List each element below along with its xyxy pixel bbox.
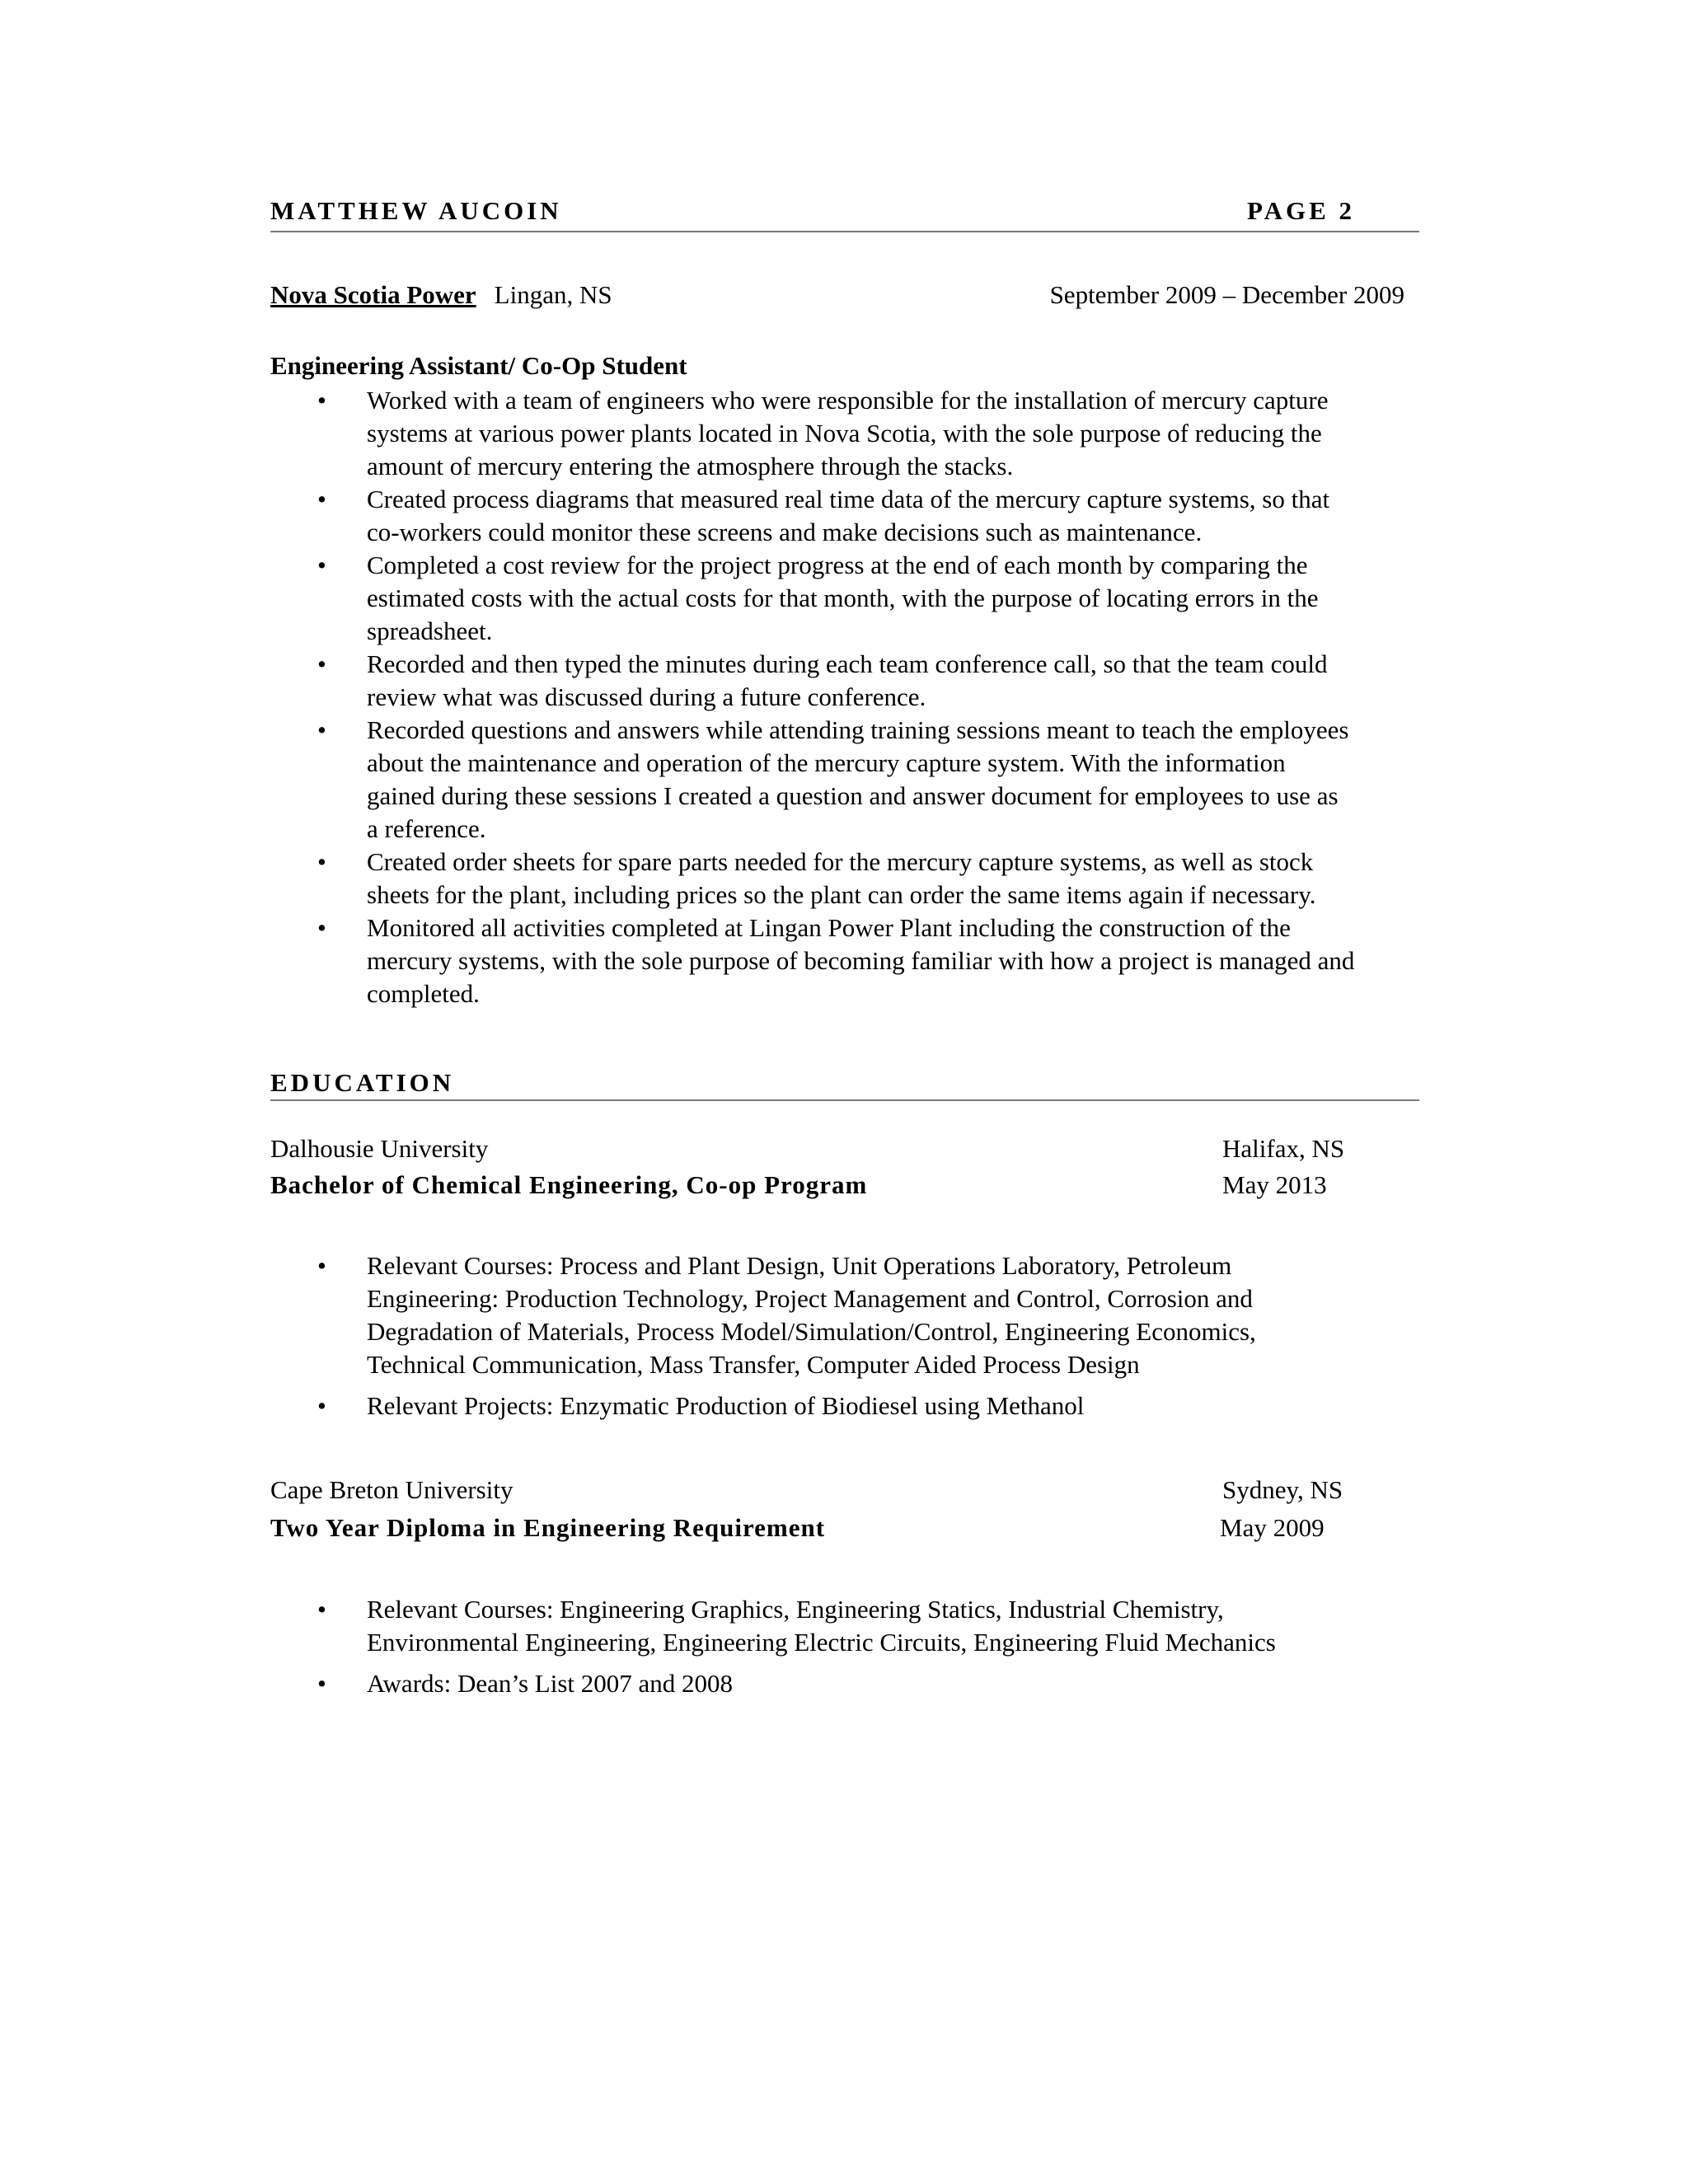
- bullet-icon: •: [317, 1669, 326, 1698]
- education-heading: EDUCATION: [270, 1068, 1419, 1101]
- school-name: Dalhousie University: [270, 1134, 489, 1163]
- list-item: • Relevant Projects: Enzymatic Production of Biodiesel using Methanol: [270, 1390, 1419, 1422]
- school-line: [270, 1475, 1418, 1508]
- list-item: • Created process diagrams that measured real time data of the mercury capture systems, so that co-workers could monitor these screens and make decisions such as maintenance.: [317, 485, 1330, 546]
- school-bullet-list: [270, 1249, 1419, 1422]
- school-bullet-list: [270, 1593, 1419, 1700]
- school-line: [270, 1134, 1418, 1167]
- list-item: • Created order sheets for spare parts needed for the mercury capture systems, as well as stock sheets for the plant, including prices so the plant can order the same items again if necessary.: [317, 847, 1316, 909]
- degree-name: Bachelor of Chemical Engineering, Co-op Program: [270, 1170, 868, 1199]
- bullet-icon: •: [317, 1595, 326, 1624]
- bullet-icon: •: [317, 715, 326, 744]
- list-item: • Completed a cost review for the project progress at the end of each month by comparing the estimated costs with the actual costs for that month, with the purpose of locating errors in the spreadsheet.: [317, 551, 1319, 645]
- school-location: Halifax, NS: [1222, 1134, 1345, 1163]
- list-item: • Awards: Dean’s List 2007 and 2008: [270, 1667, 1419, 1700]
- list-item: • Monitored all activities completed at Lingan Power Plant including the construction of the mercury systems, with the sole purpose of becoming familiar with how a project is managed and completed.: [317, 913, 1355, 1008]
- job-heading: [270, 280, 1404, 313]
- bullet-icon: •: [317, 1391, 326, 1420]
- bullet-icon: •: [317, 913, 326, 942]
- bullet-icon: •: [317, 847, 326, 876]
- degree-line: [270, 1513, 1418, 1546]
- candidate-name: MATTHEW AUCOIN: [270, 196, 562, 225]
- school-name: Cape Breton University: [270, 1475, 513, 1504]
- bullet-icon: •: [317, 649, 326, 678]
- page-header: [270, 196, 1419, 232]
- list-item: • Relevant Courses: Engineering Graphics, Engineering Statics, Industrial Chemistry, Environmental Engineering, Engineering Electric Circuits, Engineering Fluid Mechanics: [317, 1595, 1276, 1657]
- degree-date: May 2013: [1222, 1170, 1327, 1199]
- bullet-icon: •: [317, 485, 326, 513]
- job-location: Lingan, NS: [494, 280, 612, 309]
- page-number: PAGE 2: [1246, 196, 1355, 225]
- degree-date: May 2009: [1220, 1513, 1325, 1542]
- bullet-icon: •: [317, 1251, 326, 1280]
- degree-line: [270, 1170, 1418, 1203]
- bullet-icon: •: [317, 551, 326, 579]
- degree-name: Two Year Diploma in Engineering Requirement: [270, 1513, 826, 1542]
- job-title: Engineering Assistant/ Co-Op Student: [270, 351, 687, 380]
- list-item: • Recorded questions and answers while attending training sessions meant to teach the employees about the maintenance and operation of the mercury capture system. With the information gained during these sessions I created a question and answer document for employees to use as a reference.: [317, 715, 1349, 843]
- list-spacer: [270, 1381, 1419, 1390]
- school-location: Sydney, NS: [1222, 1475, 1343, 1504]
- employer-name: Nova Scotia Power: [270, 280, 476, 309]
- job-dates: September 2009 – December 2009: [1049, 280, 1404, 309]
- bullet-icon: •: [317, 386, 326, 415]
- list-spacer: [270, 1659, 1419, 1667]
- list-item: • Worked with a team of engineers who were responsible for the installation of mercury capture systems at various power plants located in Nova Scotia, with the sole purpose of reducing the amount of mercury entering the atmosphere through the stacks.: [317, 386, 1329, 480]
- list-item: • Recorded and then typed the minutes during each team conference call, so that the team could review what was discussed during a future conference.: [317, 649, 1328, 711]
- job-bullet-list: [270, 384, 1419, 1010]
- list-item: • Relevant Courses: Process and Plant Design, Unit Operations Laboratory, Petroleum Engineering: Production Technology, Project Management and Control, Corrosion and Degradation of Materials, Process Model/Simulation/Control, Engineering Economics, Technical Communication, Mass Transfer, Computer Aided Process Design: [317, 1251, 1256, 1379]
